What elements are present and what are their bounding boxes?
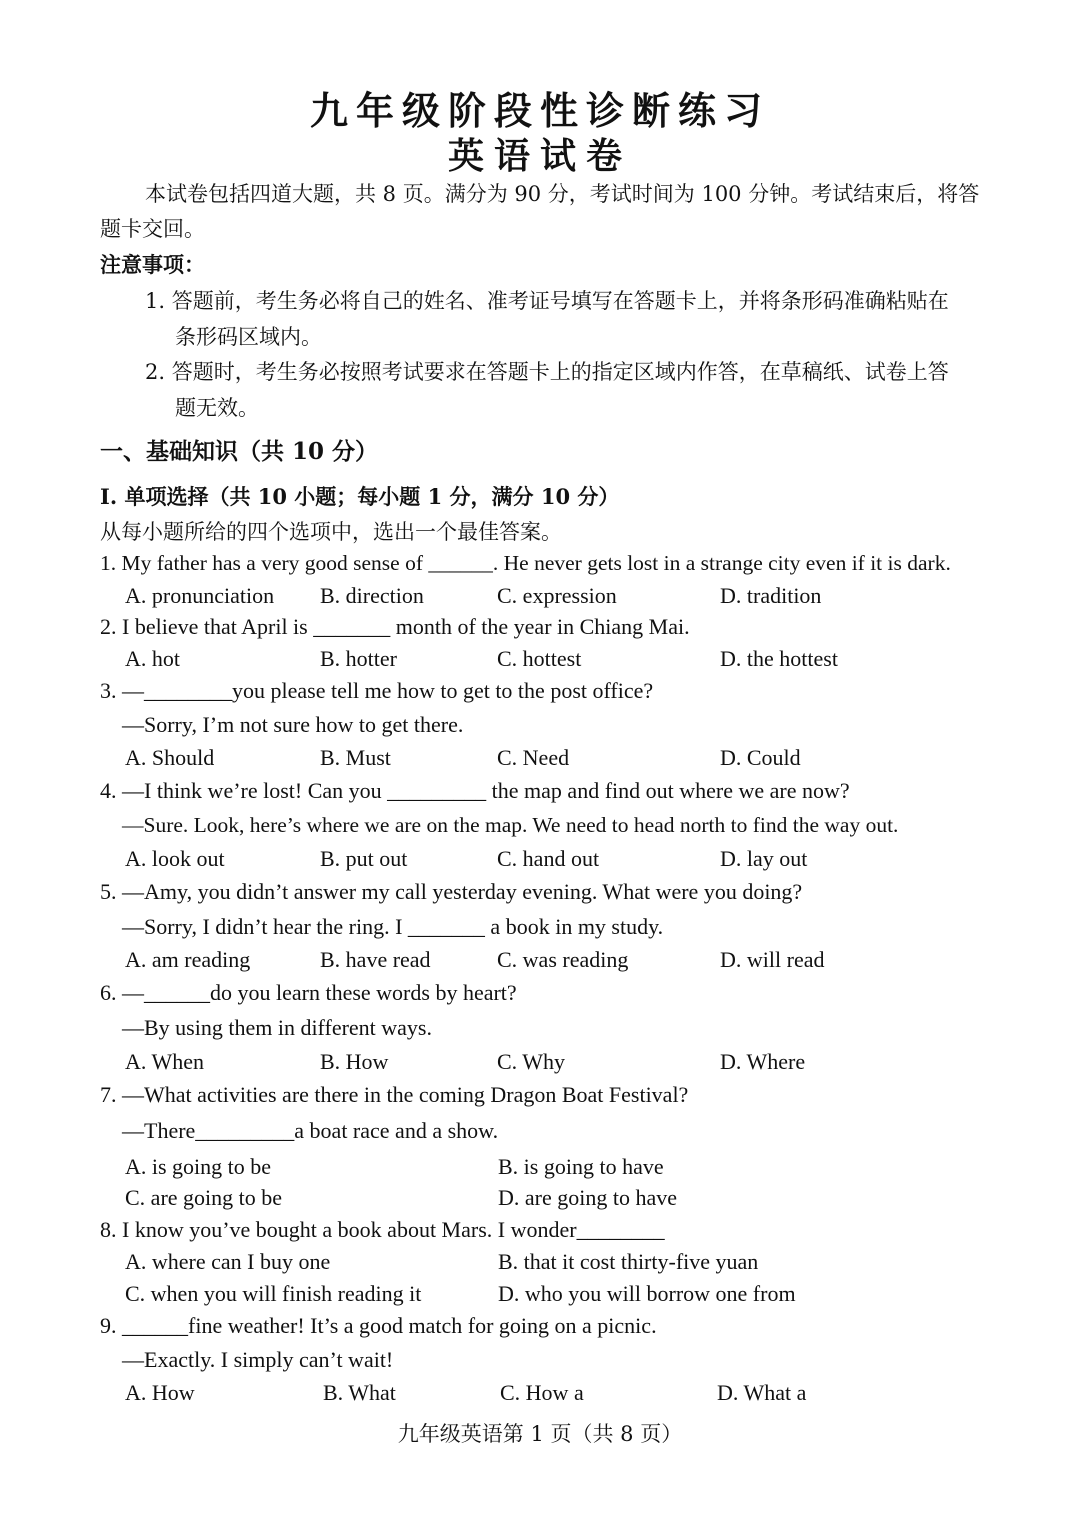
question-4-option-b: B. put out: [320, 846, 408, 871]
notice-item-1-cont: 条形码区域内。: [175, 325, 322, 349]
question-6-reply: —By using them in different ways.: [122, 1015, 432, 1040]
question-5-option-b: B. have read: [320, 947, 431, 972]
question-8-stem: 8. I know you’ve bought a book about Mars. I wonder________: [100, 1217, 665, 1242]
question-7-option-c: C. are going to be: [125, 1185, 283, 1210]
question-2-option-b: B. hotter: [320, 646, 397, 671]
question-3-stem: 3. —________you please tell me how to get to the post office?: [100, 678, 654, 703]
question-7-reply: —There_________a boat race and a show.: [122, 1118, 499, 1143]
question-1-option-b: B. direction: [320, 583, 424, 608]
notice-heading: 注意事项：: [100, 252, 205, 277]
question-1-option-a: A. pronunciation: [125, 583, 275, 608]
question-9-stem: 9. ______fine weather! It’s a good match for going on a picnic.: [100, 1313, 657, 1338]
question-1-option-d: D. tradition: [720, 583, 822, 608]
question-3-option-d: D. Could: [720, 745, 801, 770]
question-4-option-a: A. look out: [125, 846, 225, 871]
question-9-option-d: D. What a: [717, 1380, 807, 1405]
question-3-option-b: B. Must: [320, 745, 391, 770]
question-7-option-a: A. is going to be: [125, 1154, 272, 1179]
question-4-stem: 4. —I think we’re lost! Can you _________ the map and find out where we are now?: [100, 778, 850, 803]
question-5-option-a: A. am reading: [125, 947, 251, 972]
question-2-option-a: A. hot: [125, 646, 180, 671]
question-8-option-b: B. that it cost thirty-five yuan: [498, 1249, 759, 1274]
question-9-reply: —Exactly. I simply can’t wait!: [122, 1347, 394, 1372]
question-9-option-b: B. What: [323, 1380, 396, 1405]
intro-line-1: 本试卷包括四道大题，共 8 页。满分为 90 分，考试时间为 100 分钟。考试结束后，将答: [145, 182, 980, 206]
intro-line-2: 题卡交回。: [100, 217, 205, 241]
part-heading: I. 单项选择（共 10 小题；每小题 1 分，满分 10 分）: [100, 484, 620, 509]
notice-item-2: 2. 答题时，考生务必按照考试要求在答题卡上的指定区域内作答，在草稿纸、试卷上答: [145, 360, 949, 384]
page-footer: 九年级英语第 1 页（共 8 页）: [397, 1422, 683, 1446]
question-4-option-d: D. lay out: [720, 846, 808, 871]
question-8-option-c: C. when you will finish reading it: [125, 1281, 422, 1306]
question-6-option-a: A. When: [125, 1049, 205, 1074]
notice-item-1: 1. 答题前，考生务必将自己的姓名、准考证号填写在答题卡上，并将条形码准确粘贴在: [145, 289, 949, 313]
question-7-option-b: B. is going to have: [498, 1154, 664, 1179]
section-heading: 一、基础知识（共 10 分）: [100, 438, 379, 465]
question-1-stem: 1. My father has a very good sense of ______. He never gets lost in a strange city even if it is dark.: [100, 551, 951, 575]
question-9-option-a: A. How: [125, 1380, 195, 1405]
exam-subtitle: 英语试卷: [447, 135, 632, 177]
question-6-stem: 6. —______do you learn these words by heart?: [100, 980, 517, 1005]
question-6-option-c: C. Why: [497, 1049, 566, 1074]
question-6-option-b: B. How: [320, 1049, 389, 1074]
question-3-option-c: C. Need: [497, 745, 570, 770]
question-2-option-d: D. the hottest: [720, 646, 838, 671]
question-8-option-a: A. where can I buy one: [125, 1249, 331, 1274]
question-5-reply: —Sorry, I didn’t hear the ring. I _______ a book in my study.: [122, 914, 664, 939]
question-4-option-c: C. hand out: [497, 846, 600, 871]
question-1-option-c: C. expression: [497, 583, 617, 608]
question-2-stem: 2. I believe that April is _______ month of the year in Chiang Mai.: [100, 614, 690, 639]
question-2-option-c: C. hottest: [497, 646, 582, 671]
exam-title: 九年级阶段性诊断练习: [309, 88, 770, 133]
question-8-option-d: D. who you will borrow one from: [498, 1281, 796, 1306]
question-6-option-d: D. Where: [720, 1049, 806, 1074]
question-4-reply: —Sure. Look, here’s where we are on the map. We need to head north to find the way out.: [122, 813, 899, 837]
question-5-stem: 5. —Amy, you didn’t answer my call yesterday evening. What were you doing?: [100, 879, 803, 904]
question-7-stem: 7. —What activities are there in the coming Dragon Boat Festival?: [100, 1082, 689, 1107]
question-9-option-c: C. How a: [500, 1380, 584, 1405]
question-5-option-c: C. was reading: [497, 947, 629, 972]
question-5-option-d: D. will read: [720, 947, 825, 972]
notice-item-2-cont: 题无效。: [175, 396, 259, 420]
question-3-reply: —Sorry, I’m not sure how to get there.: [122, 712, 464, 737]
instruction: 从每小题所给的四个选项中，选出一个最佳答案。: [100, 520, 562, 544]
question-3-option-a: A. Should: [125, 745, 215, 770]
question-7-option-d: D. are going to have: [498, 1185, 677, 1210]
